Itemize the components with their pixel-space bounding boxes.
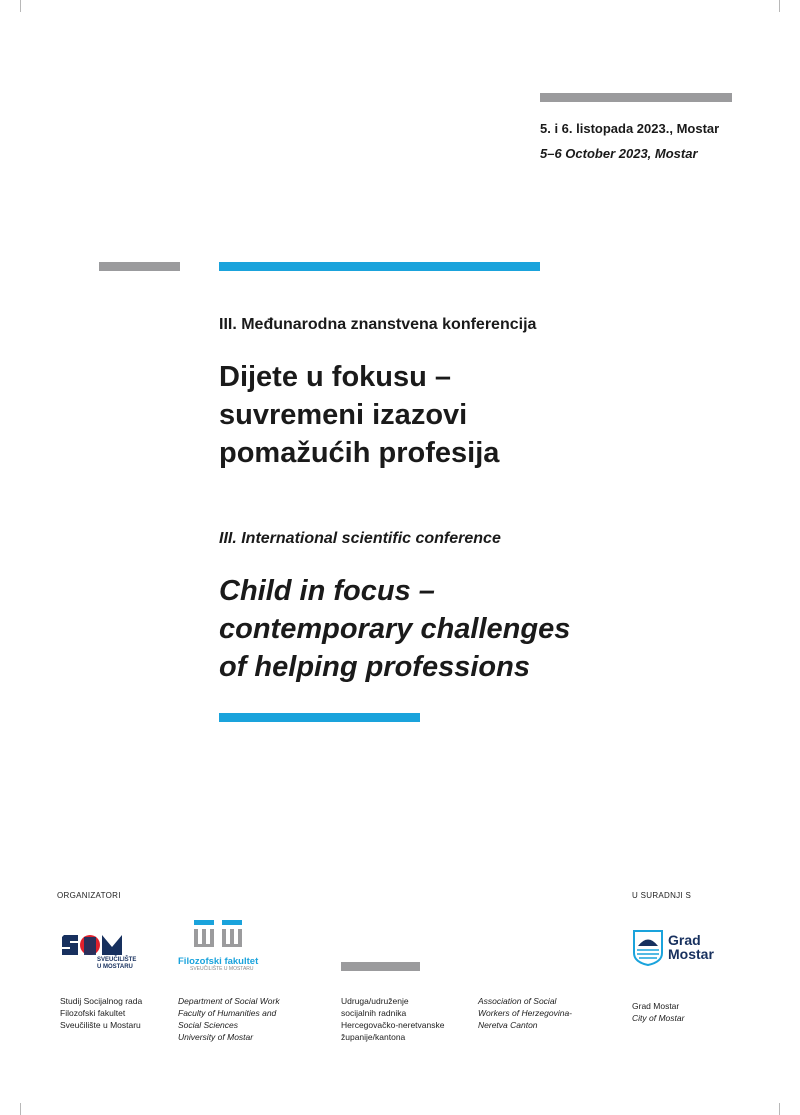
organizers-label: ORGANIZATORI (57, 891, 121, 900)
credit-line: županije/kantona (341, 1032, 406, 1042)
credit-line: Department of Social Work (178, 996, 280, 1006)
credit-line: Udruga/udruženje (341, 996, 409, 1006)
credit-line: socijalnih radnika (341, 1008, 407, 1018)
crop-mark (20, 1103, 21, 1115)
conference-subtitle-en: III. International scientific conference (219, 530, 501, 547)
crop-mark (779, 0, 780, 12)
conference-subtitle-hr: III. Međunarodna znanstvena konferencija (219, 316, 537, 333)
credit-line: University of Mostar (178, 1032, 254, 1042)
credit-line: Workers of Herzegovina- (478, 1008, 573, 1018)
faculty-logo-icon (194, 920, 246, 950)
cooperation-label: U SURADNJI S (632, 891, 692, 900)
city-logo-line: Mostar (668, 946, 714, 962)
faculty-logo-sub: SVEUČILIŠTE U MOSTARU (190, 966, 254, 972)
bottom-blue-bar (219, 713, 420, 722)
faculty-logo-name: Filozofski fakultet (178, 956, 259, 967)
credit-studij-en (178, 995, 280, 1043)
title-line: Child in focus – (219, 575, 435, 607)
credit-udruga-hr (341, 995, 444, 1043)
city-logo-line: Grad (668, 932, 701, 948)
title-line: of helping professions (219, 651, 530, 683)
city-crest-icon (632, 929, 664, 966)
credit-studij-hr (60, 995, 142, 1031)
credit-line: Filozofski fakultet (60, 1008, 126, 1018)
conference-title-hr (219, 358, 499, 472)
credit-line: Association of Social (478, 996, 557, 1006)
crop-mark (20, 0, 21, 12)
sum-logo-line: SVEUČILIŠTE (97, 957, 137, 963)
title-line: suvremeni izazovi (219, 399, 468, 431)
left-grey-bar (99, 262, 180, 271)
credit-line: City of Mostar (632, 1013, 685, 1023)
title-line: Dijete u fokusu – (219, 361, 452, 393)
credit-line: Hercegovačko-neretvanske (341, 1020, 445, 1030)
title-line: contemporary challenges (219, 613, 571, 645)
sum-logo-text (97, 957, 136, 971)
crop-mark (779, 1103, 780, 1115)
credit-line: Studij Socijalnog rada (60, 996, 143, 1006)
credit-grad (632, 1000, 684, 1024)
sum-logo-icon (60, 933, 126, 959)
credit-line: Sveučilište u Mostaru (60, 1020, 141, 1030)
credit-line: Faculty of Humanities and (178, 1008, 277, 1018)
credit-udruga-en (478, 995, 572, 1031)
sum-logo-line: U MOSTARU (97, 964, 133, 970)
top-blue-bar (219, 262, 540, 271)
credit-line: Social Sciences (178, 1020, 239, 1030)
title-line: pomažućih profesija (219, 437, 500, 469)
credit-line: Grad Mostar (632, 1001, 680, 1011)
top-grey-bar (540, 93, 732, 102)
city-logo-text (668, 933, 714, 961)
conference-title-en (219, 572, 570, 686)
credit-line: Neretva Canton (478, 1020, 538, 1030)
association-logo-bar (341, 962, 420, 971)
date-english: 5–6 October 2023, Mostar (540, 146, 698, 161)
date-croatian: 5. i 6. listopada 2023., Mostar (540, 121, 720, 136)
